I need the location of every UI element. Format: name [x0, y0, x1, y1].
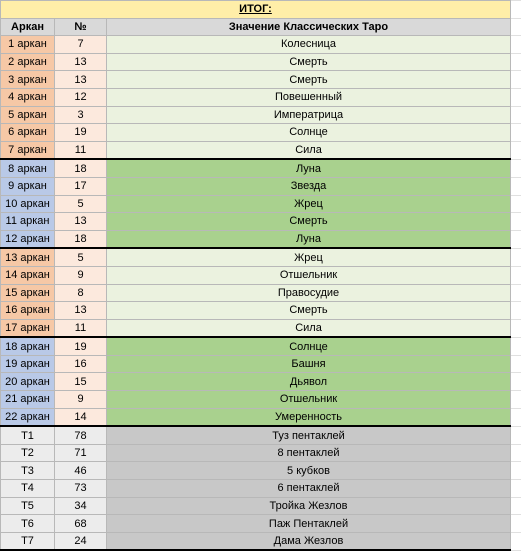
empty-cell[interactable]	[511, 18, 521, 36]
header-arcana[interactable]: Аркан	[1, 18, 55, 36]
number-cell[interactable]: 34	[55, 497, 107, 515]
table-row	[1, 195, 521, 213]
empty-cell[interactable]	[511, 88, 521, 106]
table-row	[1, 480, 521, 498]
empty-cell[interactable]	[511, 497, 521, 515]
arcana-cell[interactable]: 8 аркан	[1, 159, 55, 177]
number-cell[interactable]: 5	[55, 195, 107, 213]
empty-cell[interactable]	[511, 426, 521, 444]
arcana-cell[interactable]: 18 аркан	[1, 337, 55, 355]
empty-cell[interactable]	[511, 532, 521, 550]
arcana-cell[interactable]: 12 аркан	[1, 230, 55, 248]
number-cell[interactable]: 18	[55, 159, 107, 177]
meaning-cell[interactable]: Императрица	[107, 106, 511, 124]
arcana-cell[interactable]: 19 аркан	[1, 355, 55, 373]
number-cell[interactable]: 8	[55, 284, 107, 302]
meaning-cell[interactable]: 8 пентаклей	[107, 444, 511, 462]
table-row	[1, 53, 521, 71]
meaning-cell[interactable]: Тройка Жезлов	[107, 497, 511, 515]
meaning-cell[interactable]: Смерть	[107, 53, 511, 71]
empty-cell[interactable]	[511, 355, 521, 373]
arcana-cell[interactable]: 3 аркан	[1, 71, 55, 89]
arcana-cell[interactable]: 10 аркан	[1, 195, 55, 213]
table-row	[1, 159, 521, 177]
number-cell[interactable]: 7	[55, 36, 107, 54]
empty-cell[interactable]	[511, 124, 521, 142]
meaning-cell[interactable]: 6 пентаклей	[107, 480, 511, 498]
table-row	[1, 355, 521, 373]
number-cell[interactable]: 13	[55, 213, 107, 231]
empty-cell[interactable]	[511, 444, 521, 462]
arcana-cell[interactable]: 9 аркан	[1, 177, 55, 195]
arcana-cell[interactable]: 21 аркан	[1, 391, 55, 409]
arcana-cell[interactable]: T5	[1, 497, 55, 515]
table-row	[1, 426, 521, 444]
table-row	[1, 248, 521, 266]
table-row	[1, 497, 521, 515]
number-cell[interactable]: 13	[55, 302, 107, 320]
number-cell[interactable]: 73	[55, 480, 107, 498]
arcana-cell[interactable]: 7 аркан	[1, 141, 55, 159]
arcana-cell[interactable]: 14 аркан	[1, 266, 55, 284]
number-cell[interactable]: 16	[55, 355, 107, 373]
meaning-cell[interactable]: Туз пентаклей	[107, 426, 511, 444]
meaning-cell[interactable]: Отшельник	[107, 391, 511, 409]
arcana-cell[interactable]: 4 аркан	[1, 88, 55, 106]
meaning-cell[interactable]: Луна	[107, 159, 511, 177]
empty-cell[interactable]	[511, 71, 521, 89]
arcana-cell[interactable]: T4	[1, 480, 55, 498]
number-cell[interactable]: 68	[55, 515, 107, 533]
meaning-cell[interactable]: Повешенный	[107, 88, 511, 106]
meaning-cell[interactable]: Жрец	[107, 248, 511, 266]
empty-cell[interactable]	[511, 284, 521, 302]
title-row	[1, 1, 521, 19]
meaning-cell[interactable]: Жрец	[107, 195, 511, 213]
meaning-cell[interactable]: Солнце	[107, 124, 511, 142]
table-row	[1, 141, 521, 159]
meaning-cell[interactable]: Сила	[107, 141, 511, 159]
meaning-cell[interactable]: Сила	[107, 319, 511, 337]
table-row	[1, 515, 521, 533]
number-cell[interactable]: 24	[55, 532, 107, 550]
meaning-cell[interactable]: Башня	[107, 355, 511, 373]
table-row	[1, 71, 521, 89]
arcana-cell[interactable]: 22 аркан	[1, 408, 55, 426]
empty-cell[interactable]	[511, 480, 521, 498]
header-number[interactable]: №	[55, 18, 107, 36]
arcana-cell[interactable]: T1	[1, 426, 55, 444]
number-cell[interactable]: 9	[55, 391, 107, 409]
table-row	[1, 213, 521, 231]
empty-cell[interactable]	[511, 408, 521, 426]
meaning-cell[interactable]: Дама Жезлов	[107, 532, 511, 550]
table-row	[1, 36, 521, 54]
arcana-cell[interactable]: 5 аркан	[1, 106, 55, 124]
table-row	[1, 462, 521, 480]
meaning-cell[interactable]: Смерть	[107, 213, 511, 231]
table-row	[1, 302, 521, 320]
empty-cell[interactable]	[511, 195, 521, 213]
arcana-cell[interactable]: 17 аркан	[1, 319, 55, 337]
table-row	[1, 88, 521, 106]
arcana-cell[interactable]: 2 аркан	[1, 53, 55, 71]
table-row	[1, 284, 521, 302]
meaning-cell[interactable]: 5 кубков	[107, 462, 511, 480]
meaning-cell[interactable]: Правосудие	[107, 284, 511, 302]
arcana-cell[interactable]: T6	[1, 515, 55, 533]
number-cell[interactable]: 11	[55, 141, 107, 159]
arcana-cell[interactable]: 20 аркан	[1, 373, 55, 391]
empty-cell[interactable]	[511, 1, 521, 19]
number-cell[interactable]: 15	[55, 373, 107, 391]
empty-cell[interactable]	[511, 373, 521, 391]
number-cell[interactable]: 13	[55, 53, 107, 71]
meaning-cell[interactable]: Луна	[107, 230, 511, 248]
table-row	[1, 337, 521, 355]
table-row	[1, 106, 521, 124]
table-row	[1, 177, 521, 195]
empty-cell[interactable]	[511, 106, 521, 124]
number-cell[interactable]: 14	[55, 408, 107, 426]
table-row	[1, 532, 521, 550]
number-cell[interactable]: 19	[55, 337, 107, 355]
number-cell[interactable]: 17	[55, 177, 107, 195]
empty-cell[interactable]	[511, 177, 521, 195]
arcana-cell[interactable]: T3	[1, 462, 55, 480]
meaning-cell[interactable]: Дьявол	[107, 373, 511, 391]
arcana-cell[interactable]: 13 аркан	[1, 248, 55, 266]
table-row	[1, 230, 521, 248]
number-cell[interactable]: 5	[55, 248, 107, 266]
arcana-cell[interactable]: 6 аркан	[1, 124, 55, 142]
empty-cell[interactable]	[511, 319, 521, 337]
arcana-cell[interactable]: 16 аркан	[1, 302, 55, 320]
meaning-cell[interactable]: Умеренность	[107, 408, 511, 426]
table-row	[1, 373, 521, 391]
table-row	[1, 444, 521, 462]
meaning-cell[interactable]: Паж Пентаклей	[107, 515, 511, 533]
number-cell[interactable]: 18	[55, 230, 107, 248]
meaning-cell[interactable]: Смерть	[107, 302, 511, 320]
empty-cell[interactable]	[511, 230, 521, 248]
table-row	[1, 319, 521, 337]
number-cell[interactable]: 19	[55, 124, 107, 142]
table-row	[1, 408, 521, 426]
meaning-cell[interactable]: Солнце	[107, 337, 511, 355]
empty-cell[interactable]	[511, 515, 521, 533]
empty-cell[interactable]	[511, 391, 521, 409]
empty-cell[interactable]	[511, 141, 521, 159]
number-cell[interactable]: 11	[55, 319, 107, 337]
empty-cell[interactable]	[511, 36, 521, 54]
empty-cell[interactable]	[511, 337, 521, 355]
number-cell[interactable]: 3	[55, 106, 107, 124]
meaning-cell[interactable]: Колесница	[107, 36, 511, 54]
number-cell[interactable]: 71	[55, 444, 107, 462]
empty-cell[interactable]	[511, 266, 521, 284]
meaning-cell[interactable]: Отшельник	[107, 266, 511, 284]
arcana-cell[interactable]: 11 аркан	[1, 213, 55, 231]
arcana-cell[interactable]: 15 аркан	[1, 284, 55, 302]
header-meaning[interactable]: Значение Классических Таро	[107, 18, 511, 36]
title-cell[interactable]: ИТОГ:	[1, 1, 511, 19]
table-row	[1, 124, 521, 142]
empty-cell[interactable]	[511, 462, 521, 480]
arcana-cell[interactable]: T7	[1, 532, 55, 550]
number-cell[interactable]: 46	[55, 462, 107, 480]
empty-cell[interactable]	[511, 159, 521, 177]
empty-cell[interactable]	[511, 248, 521, 266]
empty-cell[interactable]	[511, 213, 521, 231]
arcana-cell[interactable]: 1 аркан	[1, 36, 55, 54]
meaning-cell[interactable]: Звезда	[107, 177, 511, 195]
header-row	[1, 18, 521, 36]
meaning-cell[interactable]: Смерть	[107, 71, 511, 89]
number-cell[interactable]: 13	[55, 71, 107, 89]
number-cell[interactable]: 9	[55, 266, 107, 284]
number-cell[interactable]: 12	[55, 88, 107, 106]
table-row	[1, 266, 521, 284]
empty-cell[interactable]	[511, 53, 521, 71]
table-row	[1, 391, 521, 409]
empty-cell[interactable]	[511, 302, 521, 320]
number-cell[interactable]: 78	[55, 426, 107, 444]
arcana-cell[interactable]: T2	[1, 444, 55, 462]
